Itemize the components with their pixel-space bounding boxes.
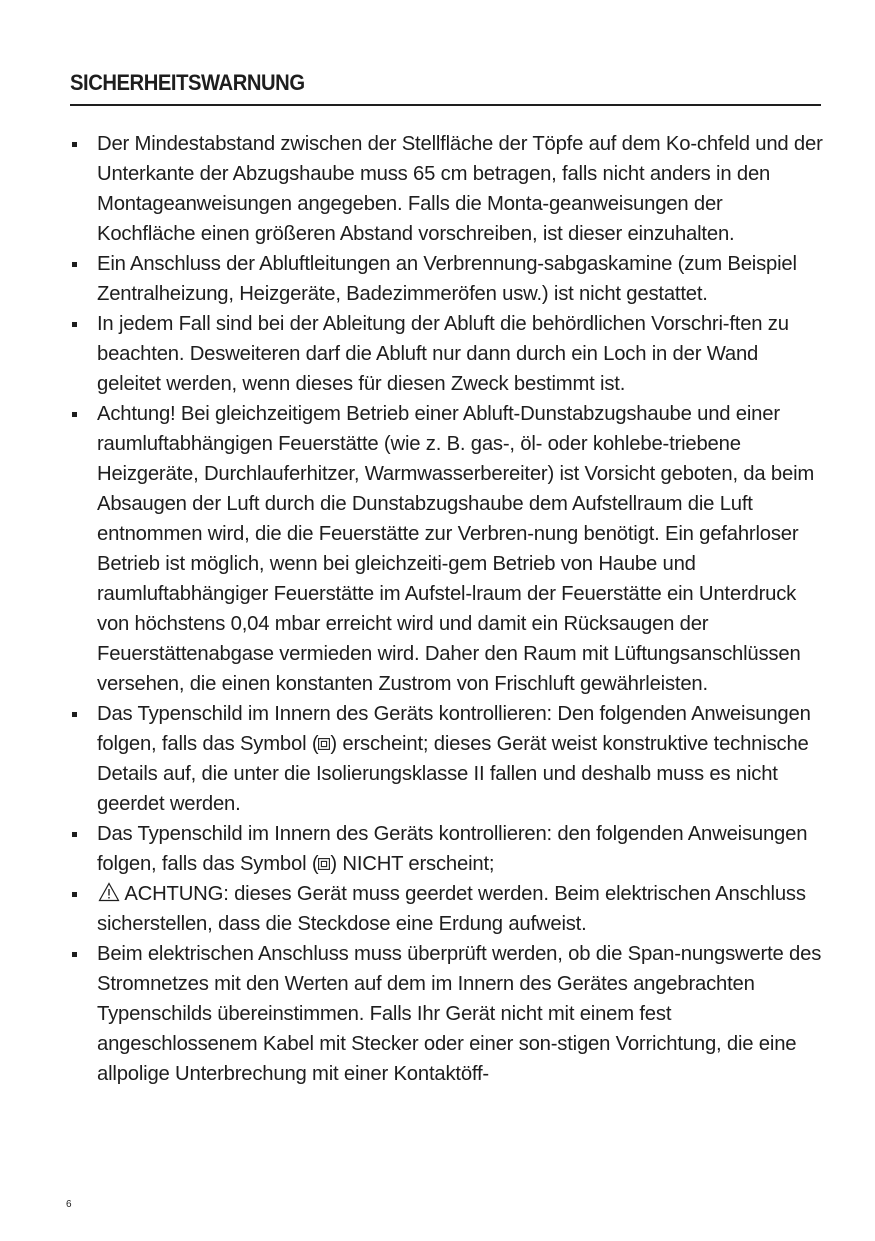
list-item-text-end: ) NICHT erscheint; — [330, 853, 495, 875]
list-item-text: ACHTUNG: dieses Gerät muss geerdet werden. Beim elektrischen Anschluss sicherstellen, dass die Steckdose eine Erdung aufweist. — [97, 883, 806, 935]
bullet-icon — [72, 832, 77, 837]
list-item — [70, 699, 825, 819]
list-item-text: Der Mindestabstand zwischen der Stellfläche der Töpfe auf dem Ko-chfeld und der Unterkante der Abzugshaube muss 65 cm betragen, falls nicht anders in den Montageanweisungen angegeben. Falls die Monta-geanweisungen der Kochfläche einen größeren Abstand vorschreiben, ist dieser einzuhalten. — [97, 133, 823, 245]
list-item — [70, 249, 825, 309]
bullet-icon — [72, 892, 77, 897]
bullet-icon — [72, 142, 77, 147]
list-item-text-start: Das Typenschild im Innern des Geräts kontrollieren: den folgenden Anweisungen folgen, falls das Symbol ( — [97, 823, 808, 875]
bullet-icon — [72, 412, 77, 417]
page-title: SICHERHEITSWARNUNG — [70, 70, 305, 95]
class-ii-symbol-icon — [318, 850, 330, 864]
list-item-text: Ein Anschluss der Abluftleitungen an Verbrennung-sabgaskamine (zum Beispiel Zentralheizung, Heizgeräte, Badezimmeröfen usw.) ist nicht gestattet. — [97, 253, 797, 305]
list-item — [70, 399, 825, 699]
list-item-text: Achtung! Bei gleichzeitigem Betrieb einer Abluft-Dunstabzugshaube und einer raumluftabhängigen Feuerstätte (wie z. B. gas-, öl- oder kohlebe-triebene Heizgeräte, Durchlauferhitzer, Warmwasserbereiter) ist Vorsicht geboten, da beim Absaugen der Luft durch die Dunstabzugshaube dem Aufstellraum die Luft entnommen wird, die die Feuerstätte zur Verbren-nung benötigt. Ein gefahrloser Betrieb ist möglich, wenn bei gleichzeiti-gem Betrieb von Haube und raumluftabhängiger Feuerstätte im Aufstel-lraum der Feuerstätte ein Unterdruck von höchstens 0,04 mbar erreicht wird und damit ein Rücksaugen der Feuerstättenabgase vermieden wird. Daher den Raum mit Lüftungsanschlüssen versehen, die einen konstanten Zustrom von Frischluft gewährleisten. — [97, 403, 815, 695]
list-item-text: Beim elektrischen Anschluss muss überprüft werden, ob die Span-nungswerte des Stromnetzes mit den Werten auf dem im Innern des Gerätes angebrachten Typenschilds übereinstimmen. Falls Ihr Gerät nicht mit einem fest angeschlossenem Kabel mit Stecker oder einer son-stigen Vorrichtung, die eine allpolige Unterbrechung mit einer Kontaktöff- — [97, 943, 822, 1085]
list-item — [70, 129, 825, 249]
bullet-icon — [72, 952, 77, 957]
page-number: 6 — [66, 1199, 72, 1210]
list-item — [70, 939, 825, 1089]
class-ii-symbol-icon — [318, 730, 330, 744]
warning-triangle-icon — [98, 881, 120, 901]
title-underline — [70, 104, 821, 106]
bullet-icon — [72, 262, 77, 267]
list-item — [70, 879, 825, 939]
list-item-text-end: ) erscheint; dieses Gerät weist konstruktive technische Details auf, die unter die Isolierungsklasse II fallen und deshalb muss es nicht geerdet werden. — [97, 733, 809, 815]
bullet-icon — [72, 322, 77, 327]
list-item — [70, 309, 825, 399]
list-item-text-start: Das Typenschild im Innern des Geräts kontrollieren: Den folgenden Anweisungen folgen, falls das Symbol ( — [97, 703, 811, 755]
list-item — [70, 819, 825, 879]
bullet-icon — [72, 712, 77, 717]
list-item-text: In jedem Fall sind bei der Ableitung der Abluft die behördlichen Vorschri-ften zu beachten. Desweiteren darf die Abluft nur dann durch ein Loch in der Wand geleitet werden, wenn dieses für diesen Zweck bestimmt ist. — [97, 313, 789, 395]
safety-warnings-list — [70, 129, 825, 1089]
